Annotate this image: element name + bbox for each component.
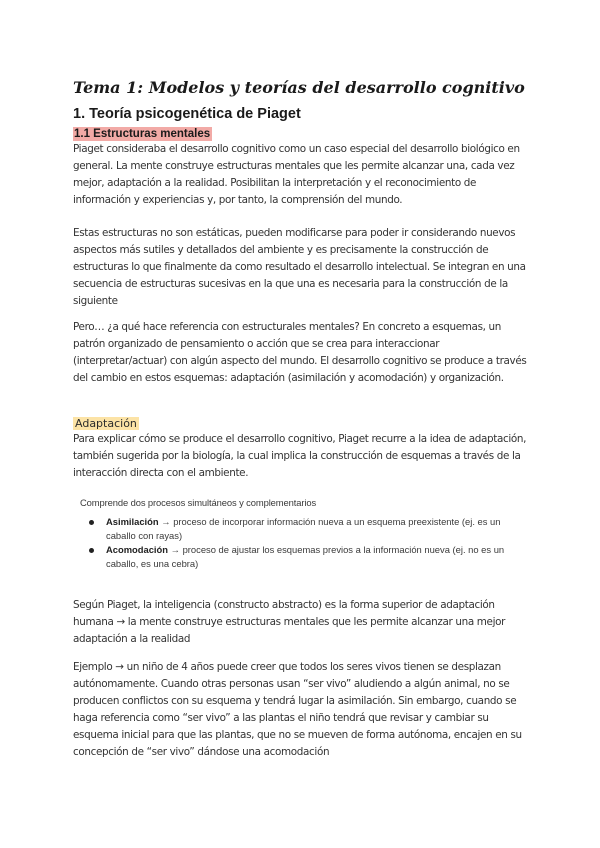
document-title: Tema 1: Modelos y teorías del desarrollo cognitivo <box>73 78 525 97</box>
processes-intro: Comprende dos procesos simultáneos y complementarios <box>80 497 317 508</box>
acomodacion-term: Acomodación <box>106 544 168 555</box>
paragraph-3: Pero… ¿a qué hace referencia con estructurales mentales? En concreto a esquemas, un patrón organizado de pensamiento o acción que se crea para interaccionar (interpretar/actuar) con algún aspecto del mundo. El desarrollo cognitivo se produce a través del cambio en estos esquemas: adaptación (asimilación y acomodación) y organización. <box>73 321 527 385</box>
paragraph-2: Estas estructuras no son estáticas, pueden modificarse para poder ir considerando nuevos aspectos más sutiles y detallados del ambiente y es precisamente la construcción de estructuras lo que finalmente da como resultado el desarrollo intelectual. Se integran en una secuencia de estructuras sucesivas en la que una es necesaria para la construcción de la siguiente <box>73 227 526 308</box>
asimilacion-text: → proceso de incorporar información nueva a un esquema preexistente (ej. es un caballo con rayas) <box>106 516 501 541</box>
paragraph-4: Para explicar cómo se produce el desarrollo cognitivo, Piaget recurre a la idea de adaptación, también sugerida por la biología, la cual implica la construcción de esquemas a través de la interacción directa con el ambiente. <box>73 433 527 480</box>
adaptacion-label: Adaptación <box>75 417 137 430</box>
subsection-heading: 1.1 Estructuras mentales <box>74 128 211 140</box>
paragraph-1: Piaget consideraba el desarrollo cognitivo como un caso especial del desarrollo biológico en general. La mente construye estructuras mentales que les permite alcanzar una, cada vez mejor, adaptación a la realidad. Posibilitan la interpretación y el reconocimiento de información y experiencias y, por tanto, la comprensión del mundo. <box>73 143 520 207</box>
asimilacion-term: Asimilación <box>106 516 159 527</box>
section-heading: 1. Teoría psicogenética de Piaget <box>73 106 301 122</box>
paragraph-6: Ejemplo → un niño de 4 años puede creer que todos los seres vivos tienen se desplazan autónomamente. Cuando otras personas usan “ser vivo” aludiendo a algún animal, no se producen conflictos con su esquema y tendrá lugar la asimilación. Sin embargo, cuando se haga referencia como “ser vivo” a las plantas el niño tendrá que revisar y cambiar su esquema inicial para que las plantas, que no se mueven de forma autónoma, encajen en su concepción de “ser vivo” dándose una acomodación <box>73 661 522 759</box>
bullet-icon <box>89 548 94 553</box>
paragraph-5: Según Piaget, la inteligencia (constructo abstracto) es la forma superior de adaptación humana → la mente construye estructuras mentales que les permite alcanzar una mejor adaptación a la realidad <box>73 599 506 646</box>
bullet-icon <box>89 520 94 525</box>
acomodacion-text: → proceso de ajustar los esquemas previos a la información nueva (ej. no es un caballo, es una cebra) <box>106 544 505 569</box>
